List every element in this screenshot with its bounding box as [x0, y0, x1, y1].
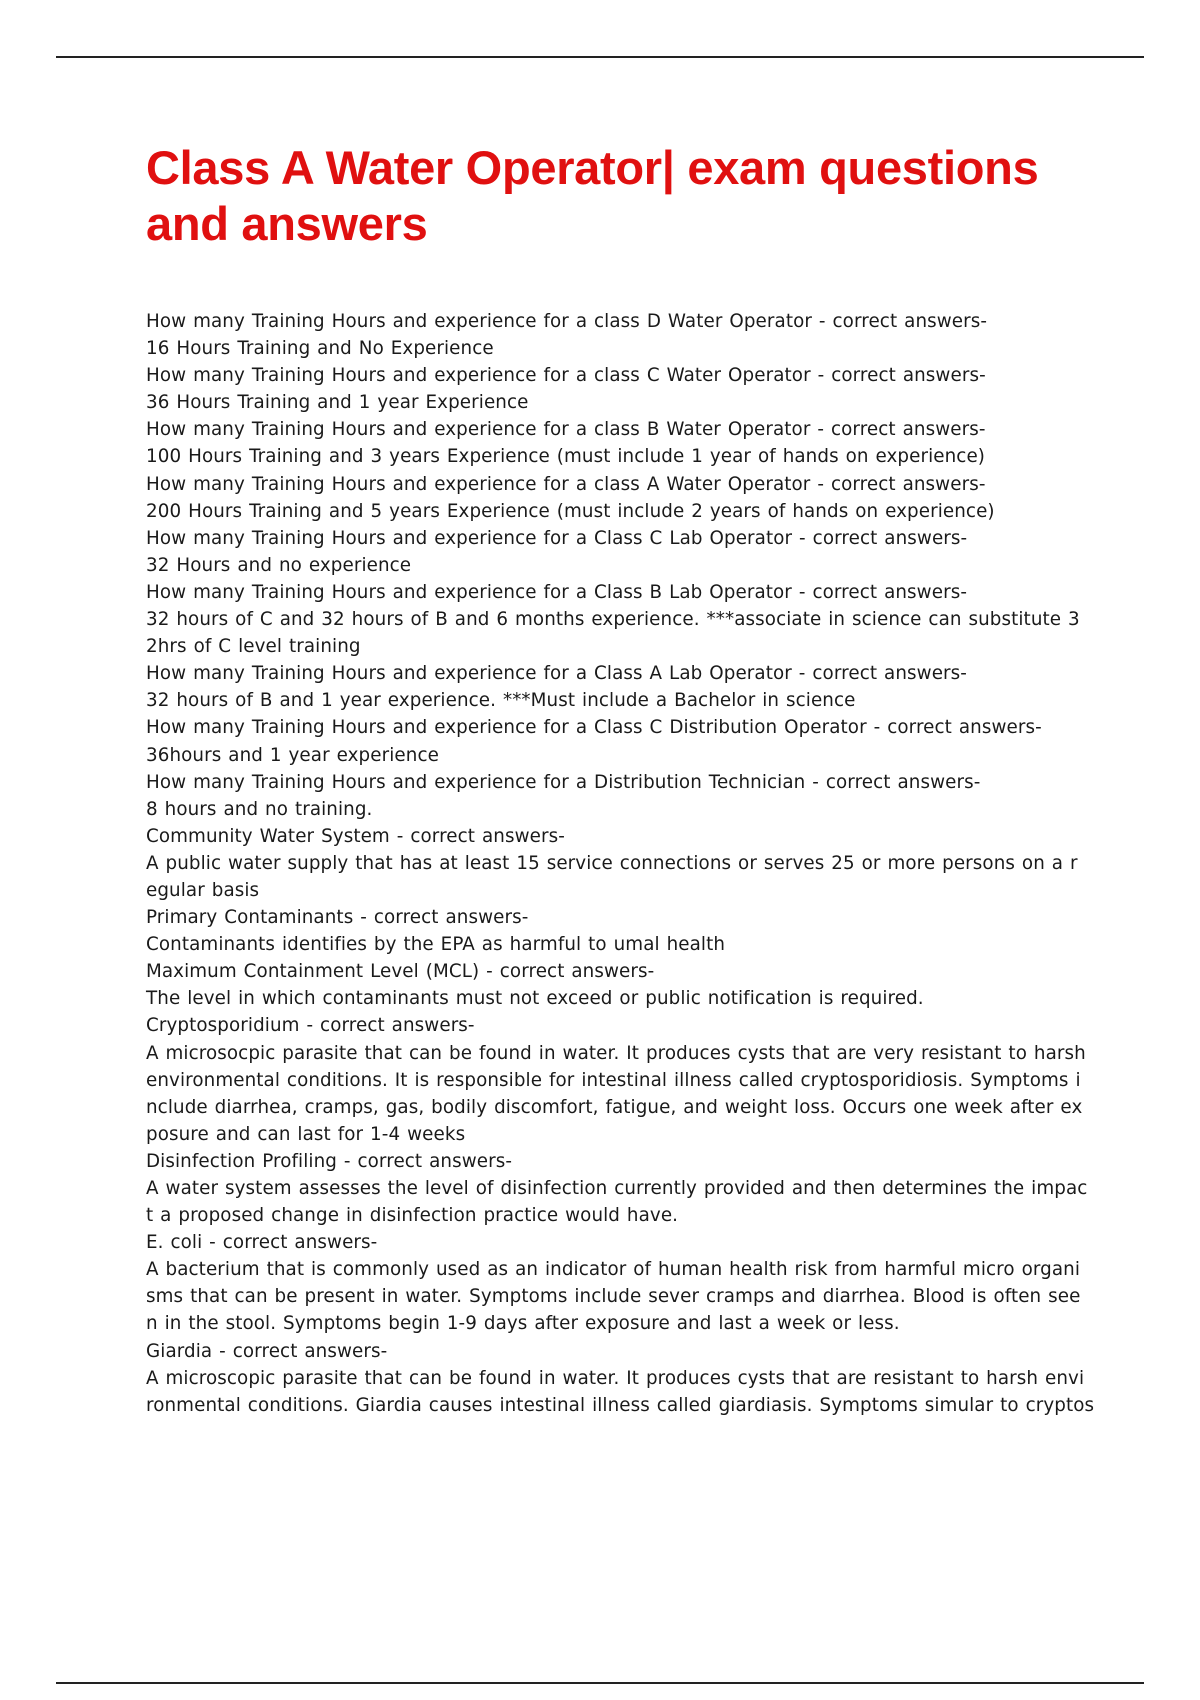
text-line: E. coli - correct answers-	[146, 1232, 378, 1254]
text-line: 32 Hours and no experience	[146, 554, 412, 576]
text-line: Maximum Containment Level (MCL) - correct answers-	[146, 961, 655, 983]
text-line: How many Training Hours and experience for a class D Water Operator - correct answers-	[146, 311, 988, 332]
text-line: 2hrs of C level training	[146, 636, 361, 658]
text-line: The level in which contaminants must not exceed or public notification is required.	[146, 988, 924, 1010]
text-line: n in the stool. Symptoms begin 1-9 days after exposure and last a week or less.	[146, 1313, 900, 1335]
text-line: 8 hours and no training.	[146, 798, 373, 820]
document-title	[146, 140, 1086, 252]
text-line: 32 hours of B and 1 year experience. ***Must include a Bachelor in science	[146, 690, 856, 712]
text-line: Giardia - correct answers-	[146, 1340, 388, 1362]
text-line: Contaminants identifies by the EPA as harmful to umal health	[146, 934, 726, 956]
text-line: How many Training Hours and experience for a class A Water Operator - correct answers-	[146, 473, 986, 495]
text-line: Disinfection Profiling - correct answers-	[146, 1150, 513, 1172]
text-line: posure and can last for 1-4 weeks	[146, 1123, 466, 1145]
text-line: t a proposed change in disinfection practice would have.	[146, 1205, 679, 1227]
text-line: nclude diarrhea, cramps, gas, bodily discomfort, fatigue, and weight loss. Occurs one week after ex	[146, 1096, 1083, 1118]
text-line: 36hours and 1 year experience	[146, 744, 439, 766]
text-line: Primary Contaminants - correct answers-	[146, 907, 529, 929]
header-rule	[56, 56, 1144, 58]
document-body	[146, 308, 1095, 1419]
text-line: 200 Hours Training and 5 years Experience (must include 2 years of hands on experience)	[146, 500, 995, 522]
text-line: 16 Hours Training and No Experience	[146, 338, 494, 360]
text-line: ronmental conditions. Giardia causes intestinal illness called giardiasis. Symptoms simular to cryptos	[146, 1394, 1095, 1416]
text-line: Community Water System - correct answers-	[146, 825, 565, 847]
text-line: 36 Hours Training and 1 year Experience	[146, 392, 529, 414]
text-line: egular basis	[146, 879, 260, 901]
footer-rule	[56, 1682, 1144, 1684]
text-line: 100 Hours Training and 3 years Experience (must include 1 year of hands on experience)	[146, 446, 986, 468]
text-line: How many Training Hours and experience for a Distribution Technician - correct answers-	[146, 771, 981, 793]
text-line: How many Training Hours and experience for a class B Water Operator - correct answers-	[146, 419, 986, 441]
text-line: How many Training Hours and experience for a class C Water Operator - correct answers-	[146, 365, 986, 387]
text-line: A public water supply that has at least 15 service connections or serves 25 or more persons on a r	[146, 852, 1078, 874]
document-page	[146, 140, 1095, 1416]
text-line: A microsocpic parasite that can be found in water. It produces cysts that are very resistant to harsh	[146, 1042, 1086, 1064]
text-line: 32 hours of C and 32 hours of B and 6 months experience. ***associate in science can substitute 3	[146, 609, 1080, 631]
text-line: How many Training Hours and experience for a Class C Lab Operator - correct answers-	[146, 527, 968, 549]
document-title-line-1: Class A Water Operator| exam questions	[146, 141, 1039, 194]
text-line: A bacterium that is commonly used as an indicator of human health risk from harmful micro organi	[146, 1259, 1081, 1281]
document-title-line-2: and answers	[146, 197, 428, 250]
text-line: sms that can be present in water. Symptoms include sever cramps and diarrhea. Blood is often see	[146, 1286, 1081, 1308]
text-line: How many Training Hours and experience for a Class B Lab Operator - correct answers-	[146, 581, 968, 603]
text-line: A microscopic parasite that can be found in water. It produces cysts that are resistant to harsh envi	[146, 1367, 1085, 1389]
text-line: Cryptosporidium - correct answers-	[146, 1015, 475, 1037]
text-line: How many Training Hours and experience for a Class C Distribution Operator - correct answers-	[146, 717, 1042, 739]
text-line: How many Training Hours and experience for a Class A Lab Operator - correct answers-	[146, 663, 967, 685]
text-line: environmental conditions. It is responsible for intestinal illness called cryptosporidiosis. Symptoms i	[146, 1069, 1081, 1091]
text-line: A water system assesses the level of disinfection currently provided and then determines the impac	[146, 1178, 1088, 1199]
